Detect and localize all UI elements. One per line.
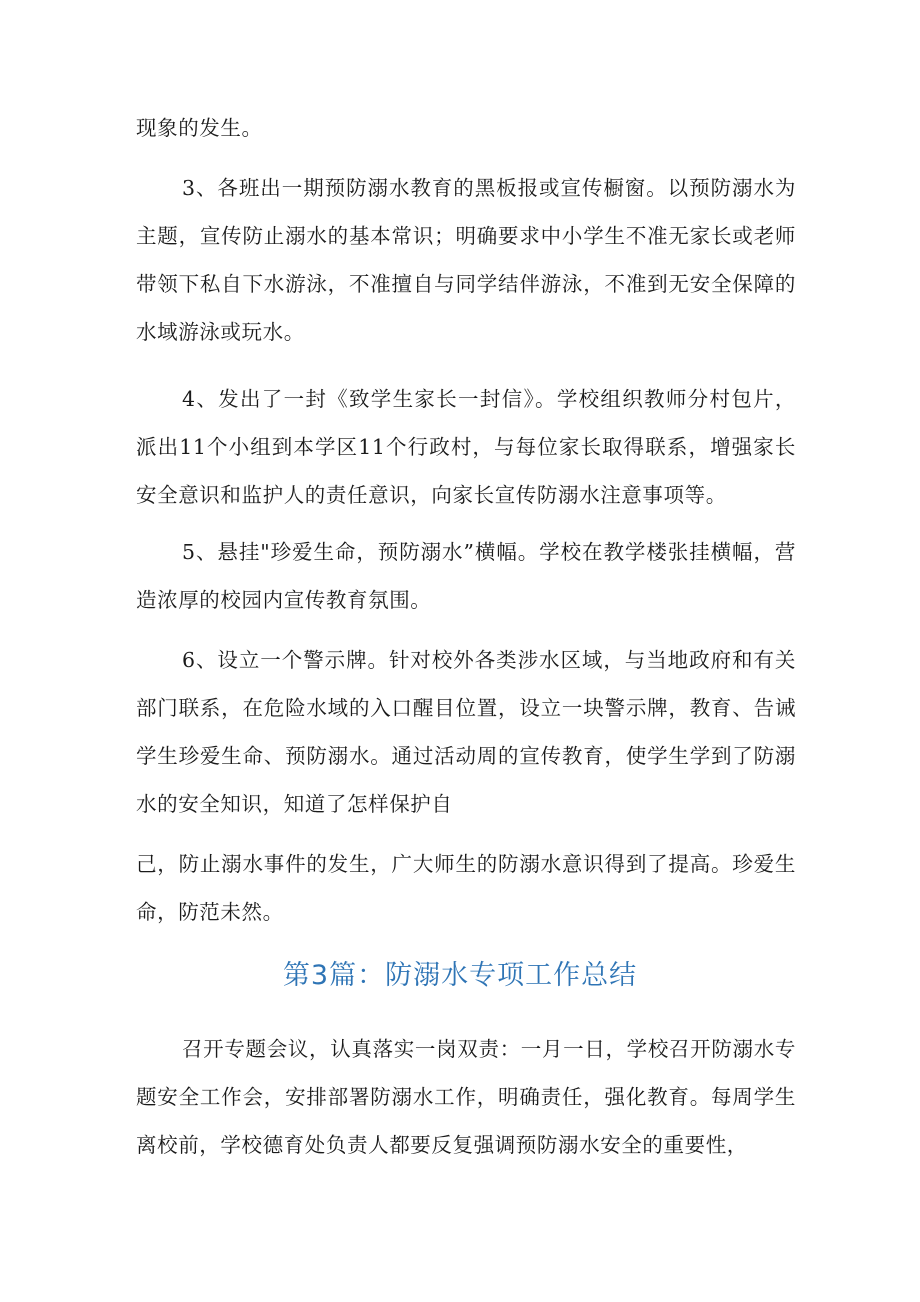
paragraph-continuation: 现象的发生。: [136, 116, 263, 140]
paragraph-item-6: 6、设立一个警示牌。针对校外各类涉水区域，与当地政府和有关部门联系，在危险水域的入口醒目位置，设立一块警示牌，教育、告诫学生珍爱生命、预防溺水。通过活动周的宣传教育，使学生学到了防溺水的安全知识，知道了怎样保护自: [136, 648, 796, 816]
section-paragraph: 召开专题会议，认真落实一岗双责：一月一日，学校召开防溺水专题安全工作会，安排部署防溺水工作，明确责任，强化教育。每周学生离校前，学校德育处负责人都要反复强调预防溺水安全的重要性，: [136, 1037, 796, 1157]
paragraph-continuation-2: 己，防止溺水事件的发生，广大师生的防溺水意识得到了提高。珍爱生命，防范未然。: [136, 852, 796, 924]
section-title: 第3篇：防溺水专项工作总结: [282, 960, 638, 991]
paragraph-item-5: 5、悬挂"珍爱生命，预防溺水”横幅。学校在教学楼张挂横幅，营造浓厚的校园内宣传教育氛围。: [136, 540, 796, 612]
paragraph-item-3: 3、各班出一期预防溺水教育的黑板报或宣传橱窗。以预防溺水为主题，宣传防止溺水的基本常识；明确要求中小学生不准无家长或老师带领下私自下水游泳，不准擅自与同学结伴游泳，不准到无安全保障的水域游泳或玩水。: [136, 176, 796, 344]
paragraph-item-4: 4、发出了一封《致学生家长一封信》。学校组织教师分村包片，派出11个小组到本学区11个行政村，与每位家长取得联系，增强家长安全意识和监护人的责任意识，向家长宣传防溺水注意事项等。: [136, 387, 796, 507]
